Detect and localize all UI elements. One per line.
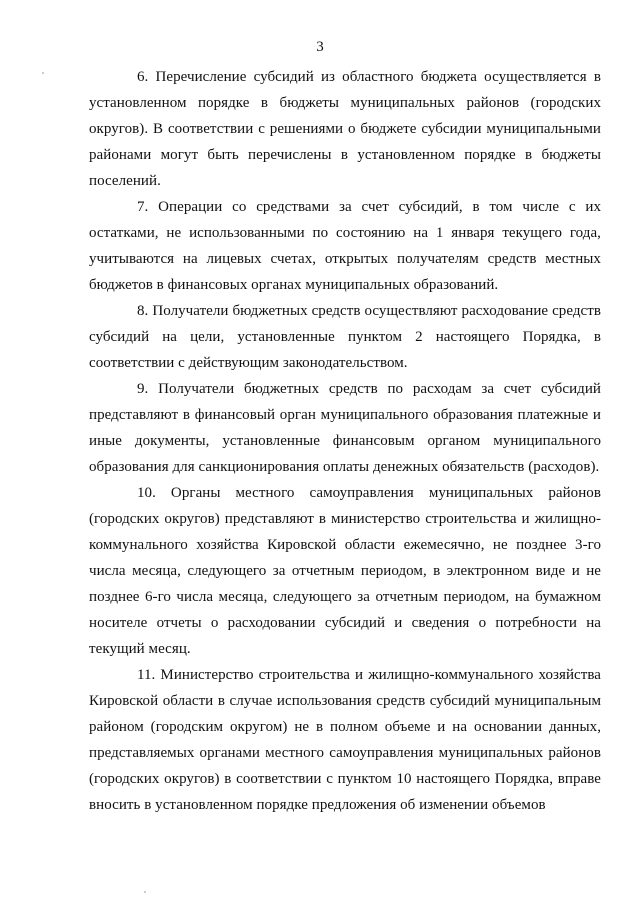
paragraph-10: 10. Органы местного самоуправления муниципальных районов (городских округов) представляют в министерство строительства и жилищно-коммунального хозяйства Кировской области ежемесячно, не позднее 3-го числа месяца, следующего за отчетным периодом, в электронном виде и не позднее 6-го числа месяца, следующего за отчетным периодом, на бумажном носителе отчеты о расходовании субсидий и сведения о потребности на текущий месяц. bbox=[89, 485, 601, 657]
scan-speck bbox=[144, 891, 146, 893]
paragraph-6: 6. Перечисление субсидий из областного бюджета осуществляется в установленном порядке в бюджеты муниципальных районов (городских округов). В соответствии с решениями о бюджете субсидии муниципальными районами могут быть перечислены в установленном порядке в бюджеты поселений. bbox=[89, 69, 601, 189]
paragraph-9: 9. Получатели бюджетных средств по расходам за счет субсидий представляют в финансовый орган муниципального образования платежные и иные документы, установленные финансовым органом муниципального образования для санкционирования оплаты денежных обязательств (расходов). bbox=[89, 381, 601, 475]
paragraph-8: 8. Получатели бюджетных средств осуществляют расходование средств субсидий на цели, установленные пунктом 2 настоящего Порядка, в соответствии с действующим законодательством. bbox=[89, 303, 601, 371]
document-body bbox=[89, 64, 601, 818]
paragraph-7: 7. Операции со средствами за счет субсидий, в том числе с их остатками, не использованными по состоянию на 1 января текущего года, учитываются на лицевых счетах, открытых получателям средств местных бюджетов в финансовых органах муниципальных образований. bbox=[89, 199, 601, 293]
paragraph-11: 11. Министерство строительства и жилищно-коммунального хозяйства Кировской области в случае использования средств субсидий муниципальным районом (городским округом) не в полном объеме и на основании данных, представляемых органами местного самоуправления муниципальных районов (городских округов) в соответствии с пунктом 10 настоящего Порядка, вправе вносить в установленном порядке предложения об изменении объемов bbox=[89, 667, 601, 813]
page-number: 3 bbox=[316, 39, 324, 55]
scan-speck bbox=[42, 72, 44, 74]
